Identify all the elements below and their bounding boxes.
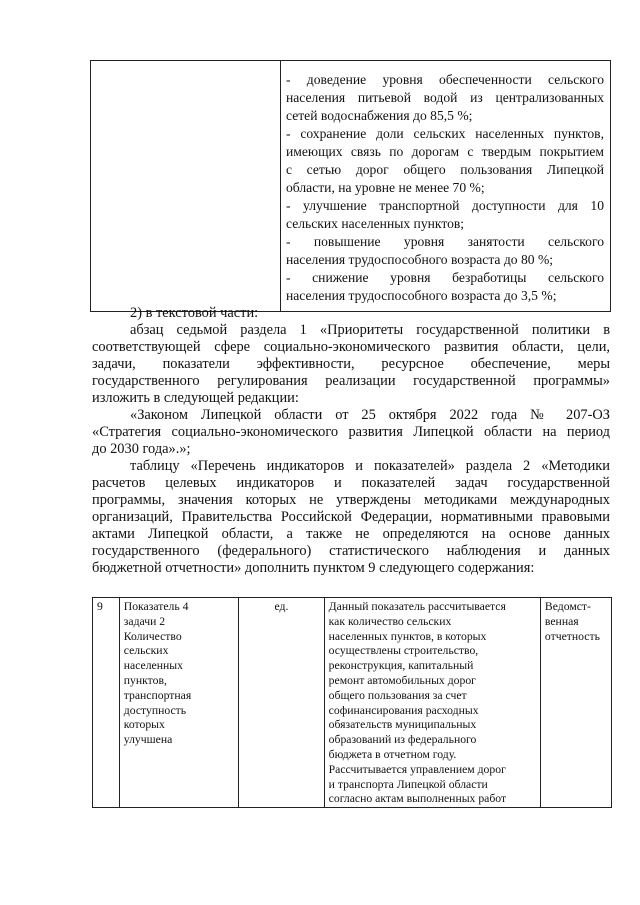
text-line: задачи, показатели эффективности, ресурсное обеспечение, меры xyxy=(92,356,610,372)
source-line: отчетность xyxy=(544,629,600,643)
indicator-name-cell xyxy=(119,598,238,808)
goal-line: - повышение уровня занятости сельского xyxy=(286,234,604,249)
name-line: транспортная xyxy=(123,688,192,702)
method-description-cell xyxy=(324,598,540,808)
table-row xyxy=(93,598,612,808)
goal-line: - снижение уровня безработицы сельского xyxy=(286,270,604,285)
goal-line: сельских населенных пунктов; xyxy=(286,216,465,231)
source-line: Ведомст- xyxy=(544,600,591,613)
text-line: 2) в текстовой части: xyxy=(130,305,259,321)
text-line: бюджетной отчетности» дополнить пунктом 9 следующего содержания: xyxy=(92,560,535,576)
description-line: бюджета в отчетном году. xyxy=(328,747,457,761)
unit-value: ед. xyxy=(274,600,289,613)
text-line: таблицу «Перечень индикаторов и показателей» раздела 2 «Методики xyxy=(130,458,610,474)
text-line: соответствующей сфере социально-экономического развития области, цели, xyxy=(92,339,610,355)
description-line: Данный показатель рассчитывается xyxy=(328,600,506,613)
text-line: организаций, Правительства Российской Федерации, нормативными правовыми xyxy=(92,509,610,525)
unit-cell xyxy=(239,598,324,808)
description-line: общего пользования за счет xyxy=(328,688,467,702)
description-line: софинансирования расходных xyxy=(328,703,479,717)
goals-left-cell xyxy=(91,61,281,312)
text-line: «Законом Липецкой области от 25 октября 2022 года № 207-ОЗ xyxy=(130,407,610,423)
description-line: осуществлены строительство, xyxy=(328,644,479,658)
name-line: сельских xyxy=(123,644,169,658)
description-line: реконструкция, капитальный xyxy=(328,659,474,673)
data-source-cell xyxy=(540,598,611,808)
name-line: пунктов, xyxy=(123,673,167,687)
goal-line: - улучшение транспортной доступности для 10 xyxy=(286,198,604,213)
description-line: Рассчитывается управлением дорог xyxy=(328,762,506,776)
amendment-text xyxy=(92,305,610,577)
goal-line: имеющих связь по дорогам с твердым покрытием xyxy=(286,144,604,159)
name-line: которых xyxy=(123,718,165,732)
text-line: «Стратегия социально-экономического развития Липецкой области на период xyxy=(92,424,610,440)
row-number-cell xyxy=(93,598,120,808)
goal-line: - доведение уровня обеспеченности сельского xyxy=(286,72,604,87)
text-line: изложить в следующей редакции: xyxy=(92,390,299,406)
text-line: государственного (федерального) статистического наблюдения и данных xyxy=(92,543,610,559)
goal-line: населения трудоспособного возраста до 80 %; xyxy=(286,252,554,267)
text-line: расчетов целевых индикаторов и показателей задач государственной xyxy=(92,475,610,491)
name-line: Показатель 4 xyxy=(123,600,189,613)
description-line: ремонт автомобильных дорог xyxy=(328,673,476,687)
text-line: абзац седьмой раздела 1 «Приоритеты государственной политики в xyxy=(130,322,610,338)
text-line: до 2030 года».»; xyxy=(92,441,191,457)
goals-row xyxy=(91,61,611,312)
description-line: как количество сельских xyxy=(328,614,452,628)
name-line: населенных xyxy=(123,659,183,673)
name-line: задачи 2 xyxy=(123,614,166,628)
source-line: венная xyxy=(544,614,579,628)
text-line: актами Липецкой области, а также не определяются на основе данных xyxy=(92,526,610,542)
indicator-table xyxy=(92,597,612,808)
name-line: Количество xyxy=(123,629,182,643)
row-number: 9 xyxy=(97,600,103,613)
name-line: доступность xyxy=(123,703,187,717)
goal-line: с сетью дорог общего пользования Липецкой xyxy=(286,162,604,177)
goal-line: - сохранение доли сельских населенных пунктов, xyxy=(286,126,604,141)
text-line: государственного регулирования реализации государственной программы» xyxy=(92,373,610,389)
goals-table xyxy=(90,60,611,312)
name-line: улучшена xyxy=(123,733,173,747)
description-line: образований из федерального xyxy=(328,733,477,747)
description-line: населенных пунктов, в которых xyxy=(328,629,487,643)
goals-right-cell xyxy=(281,61,611,312)
description-line: и транспорта Липецкой области xyxy=(328,777,488,791)
description-line: обязательств муниципальных xyxy=(328,718,477,732)
goal-line: сетей водоснабжения до 85,5 %; xyxy=(286,108,473,123)
goal-line: населения питьевой водой из централизованных xyxy=(286,90,604,105)
description-line: согласно актам выполненных работ xyxy=(328,792,507,806)
goal-line: населения трудоспособного возраста до 3,5 %; xyxy=(286,288,557,303)
goal-line: области, на уровне не менее 70 %; xyxy=(286,180,485,195)
text-line: программы, значения которых не утверждены методиками международных xyxy=(92,492,610,508)
